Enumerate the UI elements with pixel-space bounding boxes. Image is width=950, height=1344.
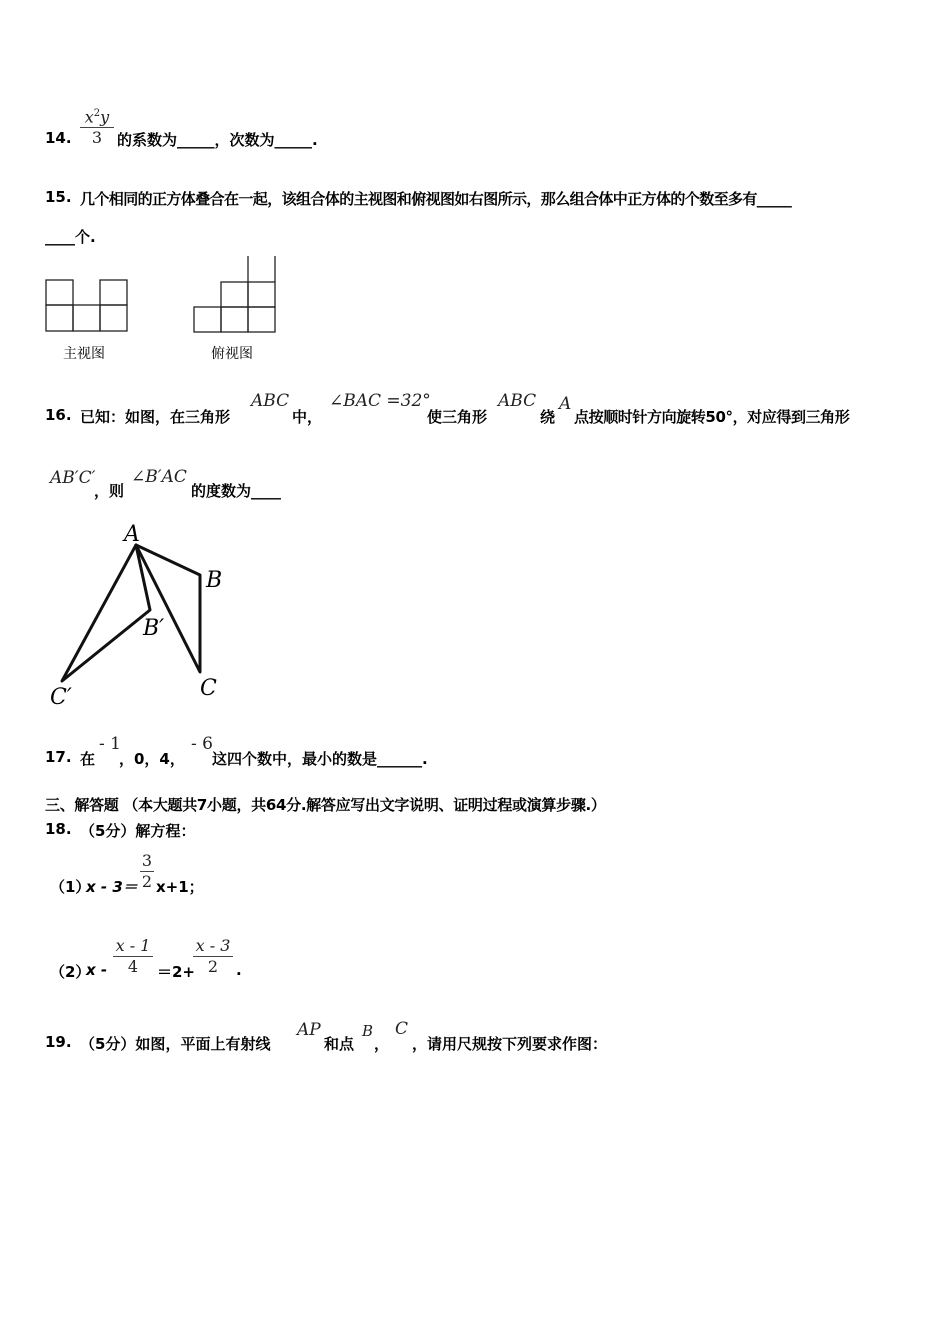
- math-c: C: [395, 1019, 409, 1039]
- section-3-title: 三、解答题 （本大题共7小题，共64分.解答应写出文字说明、证明过程或演算步骤.）: [45, 796, 606, 814]
- front-view-caption: 主视图: [63, 346, 105, 362]
- question-text: 的系数为_____，次数为_____.: [117, 131, 318, 149]
- fraction-x-minus-1-over-4: x - 1 4: [113, 936, 153, 977]
- part-2-end: .: [236, 961, 242, 979]
- text-segment: 已知：如图，在三角形: [80, 408, 231, 426]
- question-number: 16.: [45, 406, 72, 424]
- label-b: B: [206, 568, 223, 593]
- part-1-left: x - 3＝: [86, 878, 138, 896]
- math-a: A: [559, 394, 572, 414]
- text-segment: 中，: [292, 408, 323, 426]
- label-b-prime: B′: [143, 616, 165, 641]
- text-segment: ，0，4，: [119, 750, 185, 768]
- text-segment: 绕: [540, 408, 556, 426]
- text-segment: 在: [80, 750, 96, 768]
- question-number: 14.: [45, 129, 72, 147]
- triangle-ab-prime-c-prime: [62, 545, 150, 681]
- top-view-caption: 俯视图: [211, 346, 253, 362]
- label-a: A: [124, 522, 140, 547]
- three-view-figure: [40, 250, 300, 340]
- question-number: 17.: [45, 748, 72, 766]
- text-segment: 使三角形: [427, 408, 488, 426]
- question-head: （5分）解方程：: [80, 822, 196, 840]
- fraction-x2y-over-3: $x^2y$ 3: [80, 104, 114, 148]
- question-text-line2: ____个.: [45, 228, 96, 246]
- text-segment: 点按顺时针方向旋转50°，对应得到三角形: [574, 408, 850, 426]
- math-abc: ABC: [498, 391, 537, 411]
- part-1-label: （1）: [50, 878, 91, 896]
- math-ab-prime-c-prime: AB′C′: [50, 468, 96, 488]
- math-abc: ABC: [251, 391, 290, 411]
- part-2-left: x -: [86, 961, 108, 979]
- label-c: C: [200, 676, 217, 701]
- text-segment: 这四个数中，最小的数是______.: [212, 750, 428, 768]
- math-angle-b-prime-ac: ∠B′AC: [131, 467, 187, 487]
- value-neg-6: - 6: [191, 734, 213, 754]
- part-2-label: （2）: [50, 963, 91, 981]
- fraction-3-over-2: 3 2: [141, 851, 153, 891]
- text-segment: （5分）如图，平面上有射线: [80, 1035, 271, 1053]
- question-text-line1: 几个相同的正方体叠合在一起，该组合体的主视图和俯视图如右图所示，那么组合体中正方体的个数至多有_____: [80, 190, 792, 208]
- fraction-x-minus-3-over-2: x - 3 2: [193, 936, 233, 977]
- question-number: 18.: [45, 820, 72, 838]
- question-number: 19.: [45, 1033, 72, 1051]
- value-neg-1: - 1: [99, 734, 121, 754]
- triangle-abc: [136, 545, 200, 672]
- label-c-prime: C′: [50, 685, 72, 710]
- text-segment: 和点: [324, 1035, 355, 1053]
- part-1-right: x+1；: [156, 878, 204, 896]
- text-segment: 的度数为____: [191, 482, 282, 500]
- text-segment: ，则: [94, 482, 125, 500]
- part-2-mid: ＝2+: [157, 963, 196, 981]
- math-ap: AP: [297, 1020, 321, 1040]
- top-view: [194, 256, 275, 332]
- question-number: 15.: [45, 188, 72, 206]
- front-view: [46, 280, 127, 331]
- text-segment: ，: [374, 1035, 390, 1053]
- text-segment: ，请用尺规按下列要求作图：: [412, 1035, 608, 1053]
- math-b: B: [362, 1022, 374, 1040]
- math-angle-bac: ∠BAC =32°: [329, 391, 431, 411]
- rotated-triangle-figure: [40, 515, 240, 715]
